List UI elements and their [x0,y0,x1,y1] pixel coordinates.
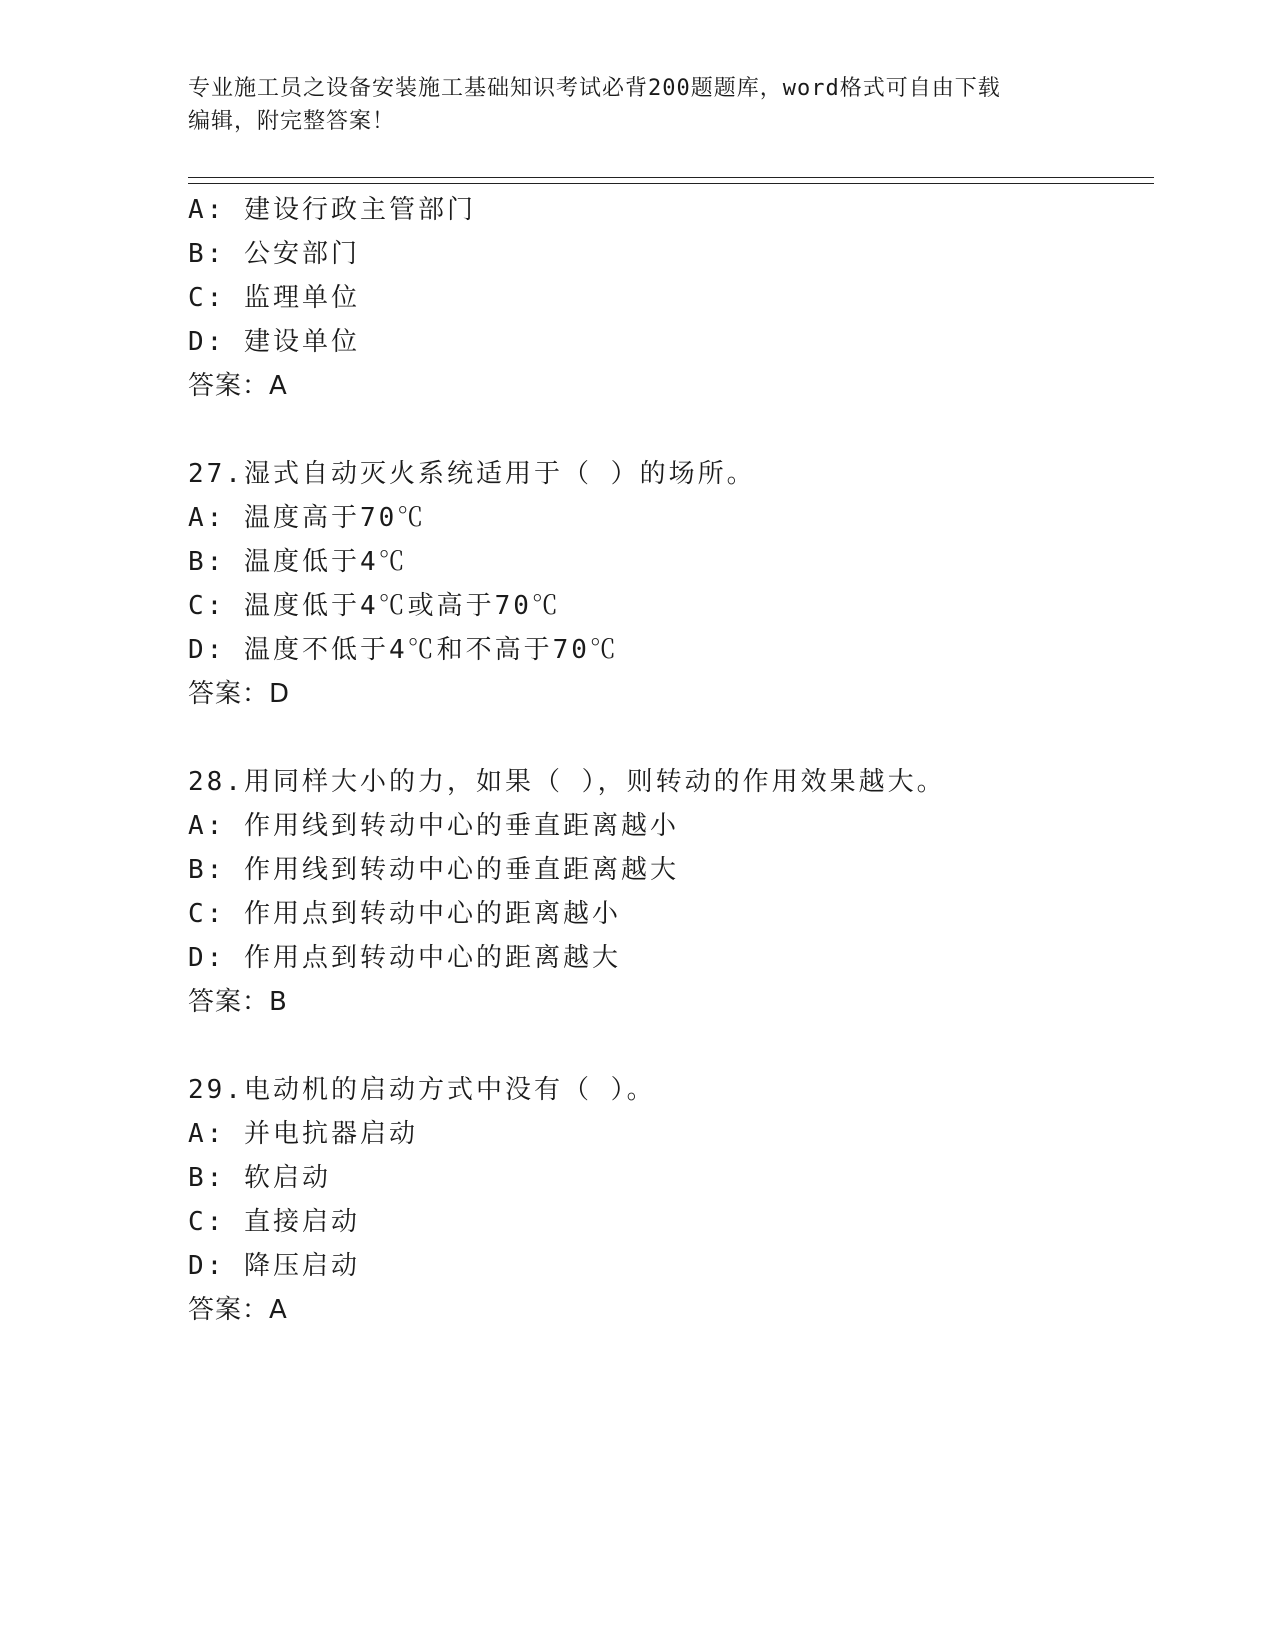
header-divider-top [188,177,1154,178]
document-header [188,72,1088,138]
q27-question: 27.湿式自动灭火系统适用于（ ）的场所。 [188,459,756,489]
q29-option-c: C: 直接启动 [188,1207,360,1237]
q27-answer: 答案：D [188,679,291,709]
q29-answer: 答案：A [188,1295,288,1325]
q26-answer: 答案：A [188,371,288,401]
q29-option-b: B: 软启动 [188,1163,331,1193]
q28-question: 28.用同样大小的力，如果（ ），则转动的作用效果越大。 [188,767,946,797]
q29-question: 29.电动机的启动方式中没有（ ）。 [188,1075,656,1105]
header-title-line-1: 专业施工员之设备安装施工基础知识考试必背200题题库，word格式可自由下载 [188,76,1001,101]
q28-option-a: A: 作用线到转动中心的垂直距离越小 [188,811,679,841]
q28-option-c: C: 作用点到转动中心的距离越小 [188,899,621,929]
q26-option-a: A: 建设行政主管部门 [188,195,476,225]
q27-option-c: C: 温度低于4℃或高于70℃ [188,591,561,621]
q26-option-c: C: 监理单位 [188,283,360,313]
q27-option-d: D: 温度不低于4℃和不高于70℃ [188,635,619,665]
q28-option-d: D: 作用点到转动中心的距离越大 [188,943,621,973]
q28-option-b: B: 作用线到转动中心的垂直距离越大 [188,855,679,885]
q26-option-b: B: 公安部门 [188,239,360,269]
header-divider-bottom [188,183,1154,184]
q27-option-a: A: 温度高于70℃ [188,503,427,533]
q26-option-d: D: 建设单位 [188,327,360,357]
q27-option-b: B: 温度低于4℃ [188,547,408,577]
header-title-line-2: 编辑，附完整答案！ [188,109,396,134]
q29-option-d: D: 降压启动 [188,1251,360,1281]
q29-option-a: A: 并电抗器启动 [188,1119,418,1149]
q28-answer: 答案：B [188,987,288,1017]
